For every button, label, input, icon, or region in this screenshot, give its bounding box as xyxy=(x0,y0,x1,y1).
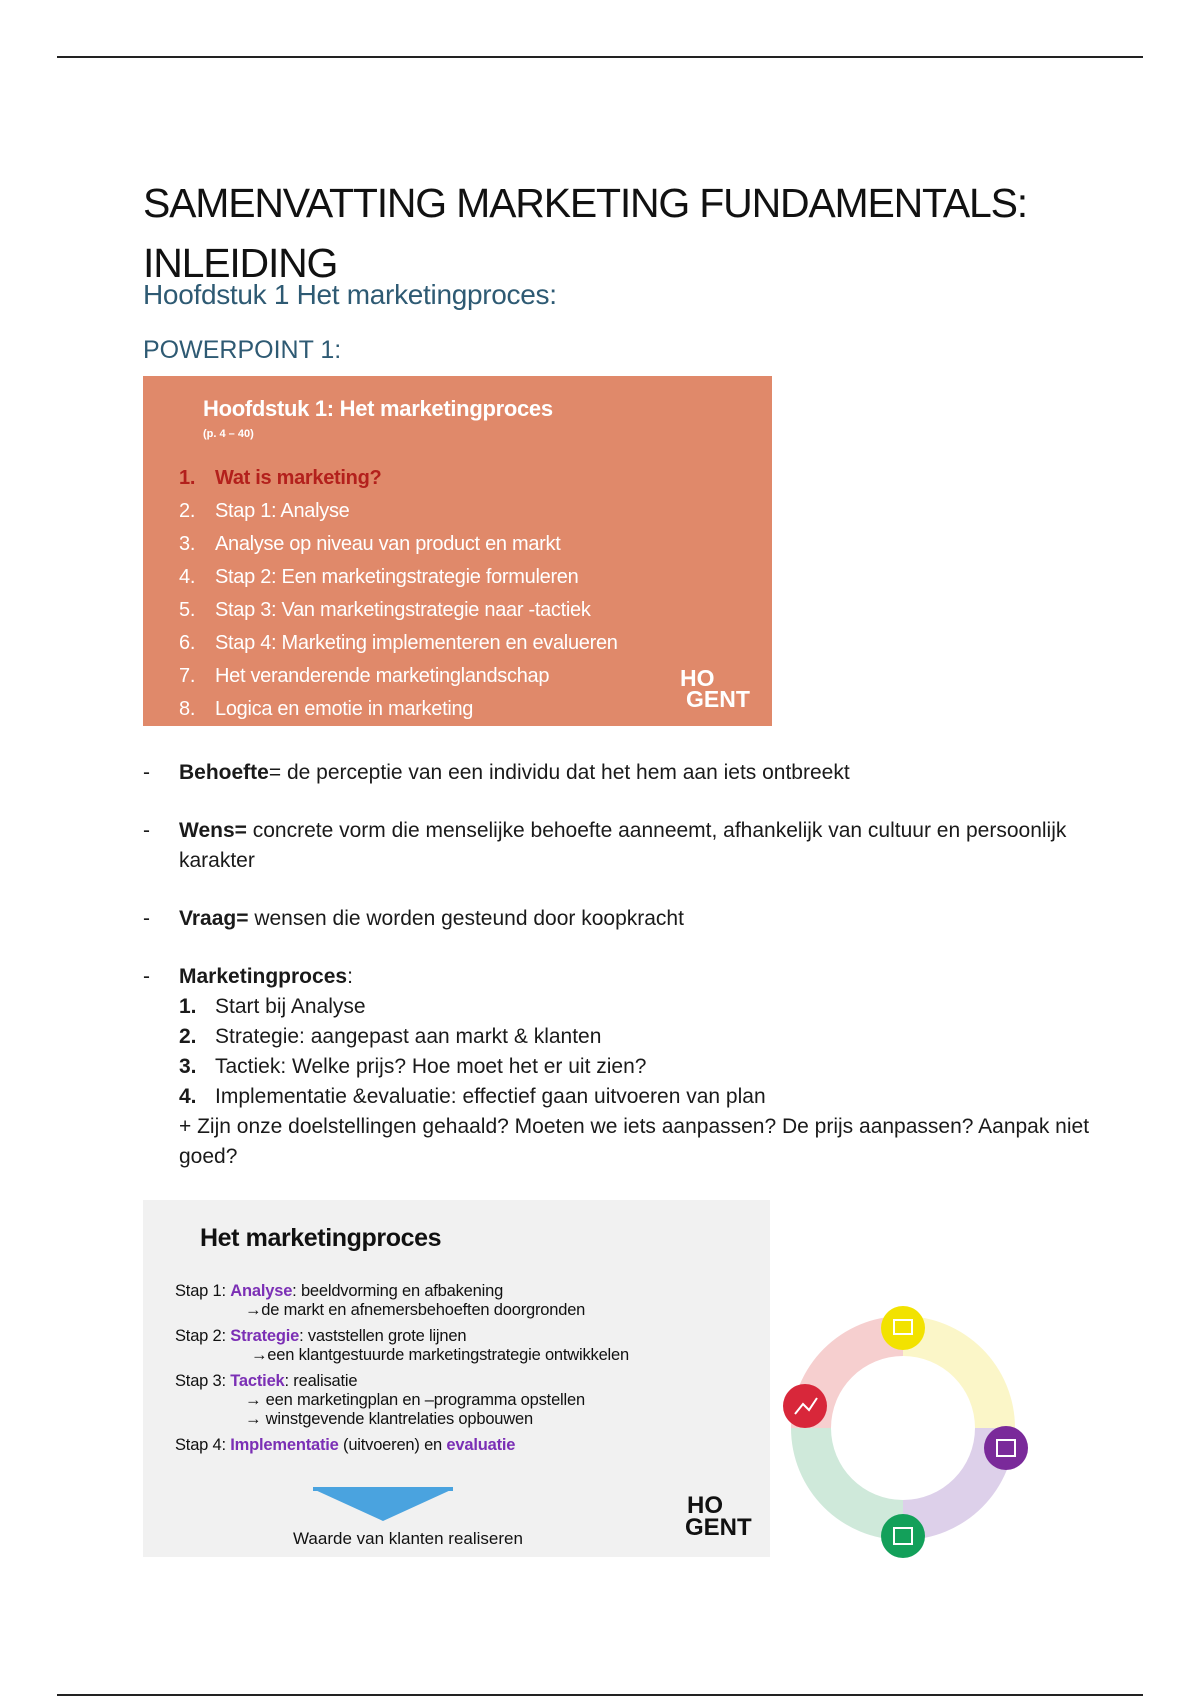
slide-marketing-process xyxy=(143,1200,770,1557)
hogent-logo-top: HO xyxy=(680,665,715,691)
topic-item: 3. Analyse op niveau van product en markt xyxy=(179,533,561,555)
topic-item: 8. Logica en emotie in marketing xyxy=(179,698,474,720)
chapter-heading: Hoofdstuk 1 Het marketingproces: xyxy=(143,279,557,310)
process-step: 3. Tactiek: Welke prijs? Hoe moet het er uit zien? xyxy=(179,1055,647,1078)
process-step: 1. Start bij Analyse xyxy=(179,995,366,1018)
topic-item: 2. Stap 1: Analyse xyxy=(179,500,350,522)
process-definition: - Marketingproces: 1. Start bij Analyse 2. Strategie: aangepast aan markt & klanten 3. Tactiek: Welke prijs? Hoe moet het er uit zien? 4. Implementatie &evaluatie: effectief gaan uitvoeren van plan + Zijn onze doelstellingen gehaald? Moeten we iets aanpassen? De prijs aanpassen? Aanpak niet goed? xyxy=(143,962,1093,1172)
slide-chapter-overview xyxy=(143,376,772,726)
topic-item: 1. Wat is marketing? xyxy=(179,467,382,489)
definition-term: Vraag= xyxy=(179,907,249,930)
slide2-caption: Waarde van klanten realiseren xyxy=(293,1529,523,1548)
slide2-step: Stap 1: Analyse: beeldvorming en afbakening →de markt en afnemersbehoeften doorgronden xyxy=(175,1282,586,1319)
slide2-step: Stap 4: Implementatie (uitvoeren) en evaluatie xyxy=(175,1436,516,1454)
slide1-pages: (p. 4 – 40) xyxy=(203,428,254,440)
slide2-step: Stap 3: Tactiek: realisatie → een marketingplan en –programma opstellen → winstgevende klantrelaties opbouwen xyxy=(175,1372,585,1428)
process-wheel-graphic xyxy=(775,1298,1030,1558)
definition-item: - Vraag= wensen die worden gesteund door koopkracht xyxy=(143,907,684,930)
analyse-node-icon xyxy=(881,1306,925,1350)
process-note: + Zijn onze doelstellingen gehaald? Moeten we iets aanpassen? De prijs aanpassen? Aanpak niet goed? xyxy=(179,1115,1090,1168)
document-title: SAMENVATTING MARKETING FUNDAMENTALS: INLEIDING xyxy=(143,180,1027,287)
tactics-node-icon xyxy=(881,1514,925,1558)
slide1-topic-list xyxy=(179,462,618,726)
definition-term: Behoefte xyxy=(179,761,269,784)
process-step: 2. Strategie: aangepast aan markt & klanten xyxy=(179,1025,602,1048)
topic-item: 6. Stap 4: Marketing implementeren en evalueren xyxy=(179,632,618,654)
down-arrow-icon xyxy=(313,1487,453,1523)
definition-text: = de perceptie van een individu dat het hem aan iets ontbreekt xyxy=(268,761,850,784)
bottom-rule xyxy=(57,1694,1143,1696)
topic-item: 7. Het veranderende marketinglandschap xyxy=(179,665,550,687)
definition-term: Wens= xyxy=(179,819,247,842)
definition-item: - Behoefte= de perceptie van een individu dat het hem aan iets ontbreekt xyxy=(143,761,850,784)
definition-text: concrete vorm die menselijke behoefte aanneemt, afhankelijk van cultuur en persoonlijk karakter xyxy=(179,819,1067,872)
hogent-logo-bottom: GENT xyxy=(685,1514,752,1541)
slide1-title: Hoofdstuk 1: Het marketingproces xyxy=(203,396,553,421)
process-step: 4. Implementatie &evaluatie: effectief gaan uitvoeren van plan xyxy=(179,1085,766,1108)
hogent-logo-top: HO xyxy=(687,1492,723,1519)
top-rule xyxy=(57,56,1143,58)
definition-text: wensen die worden gesteund door koopkracht xyxy=(248,907,684,930)
definition-term: Marketingproces xyxy=(179,965,348,988)
slide2-steps xyxy=(175,1282,629,1462)
topic-item: 4. Stap 2: Een marketingstrategie formuleren xyxy=(179,566,579,588)
topic-item: 5. Stap 3: Van marketingstrategie naar -tactiek xyxy=(179,599,591,621)
slide2-step: Stap 2: Strategie: vaststellen grote lijnen →een klantgestuurde marketingstrategie ontwikkelen xyxy=(175,1327,629,1364)
definitions-list xyxy=(143,758,1093,1200)
hogent-logo-bottom: GENT xyxy=(686,686,750,712)
process-steps xyxy=(179,992,1093,1112)
slide2-title: Het marketingproces xyxy=(200,1224,442,1252)
strategy-node-icon xyxy=(984,1426,1028,1470)
definition-item: - Wens= concrete vorm die menselijke behoefte aanneemt, afhankelijk van cultuur en persoonlijk karakter xyxy=(143,819,1067,872)
section-label: POWERPOINT 1: xyxy=(143,336,342,364)
